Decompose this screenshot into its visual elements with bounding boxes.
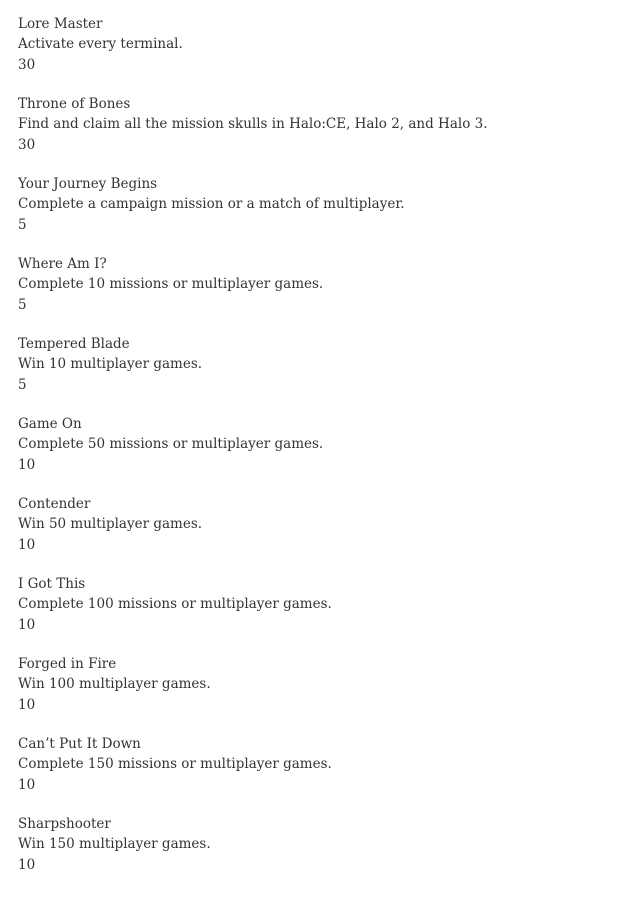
achievement-points: 10: [18, 777, 36, 793]
achievement-entry: [18, 254, 643, 334]
achievement-description: Win 50 multiplayer games.: [18, 516, 203, 532]
achievement-entry: [18, 654, 643, 734]
achievement-title: Throne of Bones: [18, 96, 131, 112]
achievement-description: Complete a campaign mission or a match of multiplayer.: [18, 196, 405, 212]
achievement-points: 5: [18, 297, 27, 313]
achievement-title: Contender: [18, 496, 91, 512]
achievement-title: Your Journey Begins: [18, 176, 158, 192]
achievement-title: Where Am I?: [18, 256, 107, 272]
achievement-entry: [18, 174, 643, 254]
achievement-title: Lore Master: [18, 16, 103, 32]
achievement-points: 10: [18, 537, 36, 553]
achievement-description: Win 10 multiplayer games.: [18, 356, 203, 372]
achievement-points: 30: [18, 137, 36, 153]
achievement-entry: [18, 414, 643, 494]
achievement-points: 30: [18, 57, 36, 73]
achievement-entry: [18, 574, 643, 654]
achievement-title: I Got This: [18, 576, 86, 592]
achievement-description: Complete 50 missions or multiplayer games.: [18, 436, 324, 452]
achievement-entry: [18, 14, 643, 94]
achievement-points: 10: [18, 457, 36, 473]
achievement-points: 10: [18, 857, 36, 873]
achievement-title: Game On: [18, 416, 82, 432]
achievement-title: Sharpshooter: [18, 816, 111, 832]
achievement-points: 5: [18, 217, 27, 233]
achievement-points: 10: [18, 617, 36, 633]
achievement-title: Can’t Put It Down: [18, 736, 141, 752]
achievement-entry: [18, 734, 643, 814]
achievement-title: Tempered Blade: [18, 336, 130, 352]
achievement-entry: [18, 494, 643, 574]
achievement-description: Complete 10 missions or multiplayer games.: [18, 276, 324, 292]
achievement-description: Complete 100 missions or multiplayer games.: [18, 596, 332, 612]
achievement-entry: [18, 814, 643, 894]
achievement-description: Find and claim all the mission skulls in Halo:CE, Halo 2, and Halo 3.: [18, 116, 488, 132]
achievement-description: Win 150 multiplayer games.: [18, 836, 211, 852]
achievement-points: 10: [18, 697, 36, 713]
achievement-title: Forged in Fire: [18, 656, 117, 672]
achievement-description: Win 100 multiplayer games.: [18, 676, 211, 692]
achievement-entry: [18, 334, 643, 414]
achievement-description: Activate every terminal.: [18, 36, 183, 52]
achievement-entry: [18, 94, 643, 174]
achievement-points: 5: [18, 377, 27, 393]
achievement-description: Complete 150 missions or multiplayer games.: [18, 756, 332, 772]
